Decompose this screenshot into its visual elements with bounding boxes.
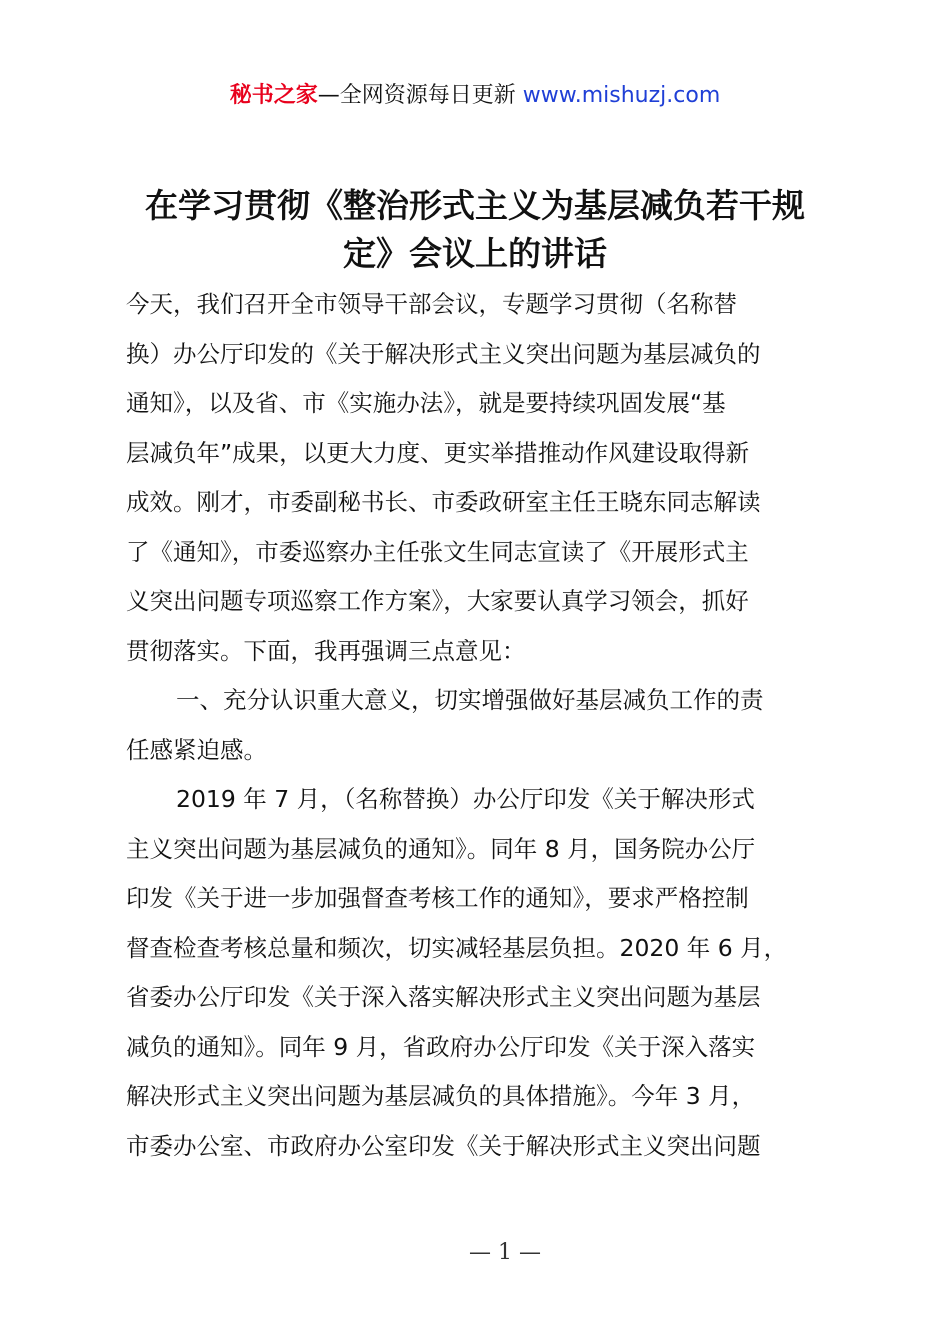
body-line: 主义突出问题为基层减负的通知》。同年 8 月，国务院办公厅 (126, 834, 756, 863)
body-line: 成效。刚才，市委副秘书长、市委政研室主任王晓东同志解读 (126, 488, 761, 516)
page-number: — 1 — (469, 1240, 541, 1265)
body-line: 了《通知》，市委巡察办主任张文生同志宣读了《开展形式主 (126, 537, 749, 566)
body-line: 印发《关于进一步加强督查考核工作的通知》，要求严格控制 (126, 884, 749, 912)
title-line: 定》会议上的讲话 (343, 234, 607, 273)
body-line: 减负的通知》。同年 9 月，省政府办公厅印发《关于深入落实 (126, 1032, 756, 1061)
site-brand: 秘书之家 (229, 83, 318, 108)
body-line: 贯彻落实。下面，我再强调三点意见： (126, 636, 526, 665)
body-line: 市委办公室、市政府办公室印发《关于解决形式主义突出问题 (126, 1131, 761, 1160)
body-line: 义突出问题专项巡察工作方案》，大家要认真学习领会，抓好 (126, 587, 749, 615)
body-line: 层减负年”成果，以更大力度、更实举措推动作风建设取得新 (126, 438, 750, 467)
body-line: 换）办公厅印发的《关于解决形式主义突出问题为基层减负的 (126, 339, 761, 368)
site-header (0, 80, 950, 112)
section-heading-line: 任感紧迫感。 (126, 735, 267, 764)
body-line: 今天，我们召开全市领导干部会议，专题学习贯彻（名称替 (126, 290, 737, 318)
document-body (126, 280, 841, 1171)
site-url-link[interactable]: www.mishuzj.com (522, 83, 721, 108)
body-line: 督查检查考核总量和频次，切实减轻基层负担。2020 年 6 月， (126, 933, 788, 962)
body-line: 通知》，以及省、市《实施办法》，就是要持续巩固发展“基 (126, 389, 726, 417)
section-heading-line: 一、充分认识重大意义，切实增强做好基层减负工作的责 (176, 686, 764, 714)
body-line: 解决形式主义突出问题为基层减负的具体措施》。今年 3 月， (126, 1082, 756, 1110)
title-line: 在学习贯彻《整治形式主义为基层减负若干规 (145, 186, 805, 225)
site-tagline: —全网资源每日更新 (317, 83, 516, 108)
body-line: 省委办公厅印发《关于深入落实解决形式主义突出问题为基层 (126, 983, 761, 1011)
document-title (100, 182, 850, 278)
body-line: 2019 年 7 月，（名称替换）办公厅印发《关于解决形式 (176, 785, 755, 813)
